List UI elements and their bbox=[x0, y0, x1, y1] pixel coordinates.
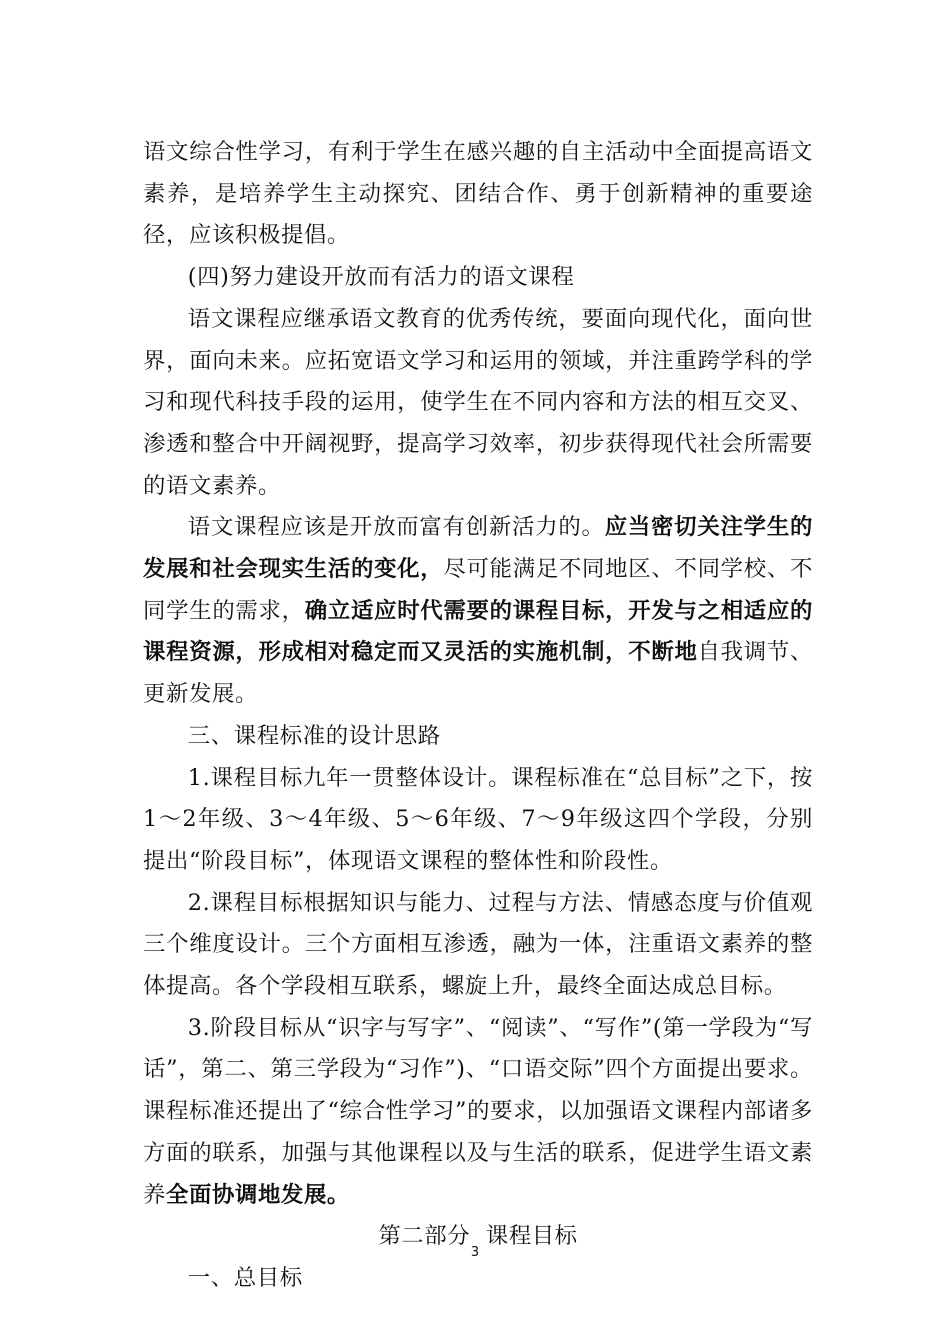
heading-open-curriculum bbox=[143, 257, 813, 299]
list-item-1 bbox=[143, 758, 813, 883]
paragraph-open-innovative bbox=[143, 507, 813, 716]
text-run: 自我调节、更新发展。 bbox=[143, 639, 813, 708]
list-item-2 bbox=[143, 883, 813, 1008]
list-item-3 bbox=[143, 1008, 813, 1217]
text-run: 3.阶段目标从“识字与写字”、“阅读”、“写作”(第一学段为“写话”，第二、第三学段为“习作”)、“口语交际”四个方面提出要求。课程标准还提出了“综合性学习”的要求，以加强语文课程内部诸多方面的联系，加强与其他课程以及与生活的联系，促进学生语文素养 bbox=[143, 1014, 813, 1208]
text-run: 语文综合性学习，有利于学生在感兴趣的自主活动中全面提高语文素养，是培养学生主动探究、团结合作、勇于创新精神的重要途径，应该积极提倡。 bbox=[143, 139, 813, 249]
bold-text-run: 应当密切关注学生的发展和社会现实生活的变化， bbox=[143, 514, 813, 583]
text-run: 语文课程应该是开放而富有创新活力的。 bbox=[187, 514, 605, 541]
heading-overall-goals bbox=[143, 1258, 813, 1300]
text-run: 三、课程标准的设计思路 bbox=[187, 722, 441, 749]
page-number: 3 bbox=[470, 1245, 480, 1260]
paragraph-inherit-tradition bbox=[143, 299, 813, 508]
text-run: 2.课程目标根据知识与能力、过程与方法、情感态度与价值观三个维度设计。三个方面相互渗透，融为一体，注重语文素养的整体提高。各个学段相互联系，螺旋上升，最终全面达成总目标。 bbox=[143, 889, 813, 1000]
text-run: 1.课程目标九年一贯整体设计。课程标准在“总目标”之下，按1～2年级、3～4年级、5～6年级、7～9年级这四个学段，分别提出“阶段目标”，体现语文课程的整体性和阶段性。 bbox=[143, 764, 813, 874]
text-run: 第二部分 课程目标 bbox=[378, 1223, 578, 1250]
document-body bbox=[143, 132, 813, 1300]
bold-text-run: 全面协调地发展。 bbox=[166, 1181, 350, 1208]
paragraph-comprehensive-learning bbox=[143, 132, 813, 257]
bold-text-run: 确立适应时代需要的课程目标，开发与之相适应的课程资源，形成相对稳定而又灵活的实施机制，不断地 bbox=[143, 597, 814, 666]
text-run: 一、总目标 bbox=[187, 1264, 303, 1291]
text-run: 尽可能满足不同地区、不同学校、不同学生的需求， bbox=[143, 556, 813, 624]
text-run: 语文课程应继承语文教育的优秀传统，要面向现代化，面向世界，面向未来。应拓宽语文学习和运用的领域，并注重跨学科的学习和现代科技手段的运用，使学生在不同内容和方法的相互交叉、渗透和整合中开阔视野，提高学习效率，初步获得现代社会所需要的语文素养。 bbox=[143, 305, 813, 499]
text-run: (四)努力建设开放而有活力的语文课程 bbox=[187, 264, 575, 291]
heading-design-ideas bbox=[143, 716, 813, 758]
